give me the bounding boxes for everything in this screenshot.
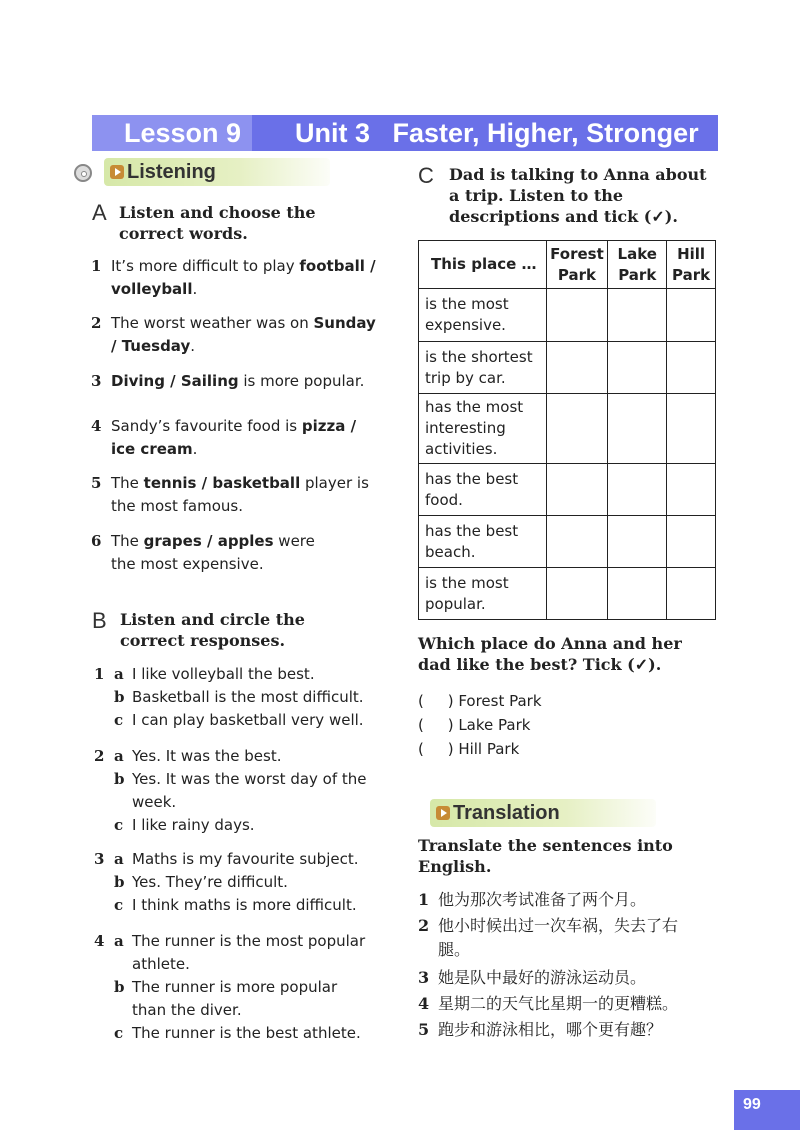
section-b-instruction: Listen and circle the correct responses. xyxy=(120,610,305,650)
translation-instruction: Translate the sentences into English. xyxy=(418,836,673,876)
tick-cell[interactable] xyxy=(608,394,667,464)
section-a-instruction: Listen and choose the correct words. xyxy=(119,203,316,243)
table-row: has the best beach. xyxy=(419,516,716,568)
tick-cell[interactable] xyxy=(546,289,608,342)
tick-cell[interactable] xyxy=(667,568,716,620)
play-icon xyxy=(110,165,124,179)
choice-hill-park[interactable]: ( ) Hill Park xyxy=(418,740,520,758)
tick-cell[interactable] xyxy=(667,394,716,464)
listening-title: Listening xyxy=(127,161,216,183)
tick-cell[interactable] xyxy=(667,289,716,342)
table-row: has the best food. xyxy=(419,464,716,516)
tick-cell[interactable] xyxy=(546,342,608,394)
tick-cell[interactable] xyxy=(667,342,716,394)
section-a-letter: A xyxy=(92,200,107,225)
tick-cell[interactable] xyxy=(608,516,667,568)
listening-heading xyxy=(104,158,330,186)
a-item: 3 Diving / Sailing is more popular. xyxy=(91,372,365,390)
translation-heading xyxy=(430,799,656,827)
table-header-cell: This place … xyxy=(419,241,547,289)
b-item: 1 a I like volleyball the best. b Basketball is the most difficult. c I can play basketball very well. xyxy=(94,665,364,729)
b-item: 2 a Yes. It was the best. b Yes. It was the worst day of the week. c I like rainy days. xyxy=(94,747,367,834)
play-icon xyxy=(436,806,450,820)
choice-forest-park[interactable]: ( ) Forest Park xyxy=(418,692,542,710)
a-item: 5 The tennis / basketball player is the most famous. xyxy=(91,474,369,515)
a-item: 4 Sandy’s favourite food is pizza / ice cream. xyxy=(91,417,357,458)
table-row: is the most expensive. xyxy=(419,289,716,342)
translation-item: 1 他为那次考试准备了两个月。 xyxy=(418,890,647,909)
cd-icon xyxy=(74,164,92,182)
tick-cell[interactable] xyxy=(546,394,608,464)
section-b-letter: B xyxy=(92,608,107,633)
b-item: 4 a The runner is the most popular athlete. b The runner is more popular than the diver. c The runner is the best athlete. xyxy=(94,932,366,1042)
section-c-letter: C xyxy=(418,163,434,188)
translation-item: 4 星期二的天气比星期一的更糟糕。 xyxy=(418,994,679,1013)
page-number: 99 xyxy=(734,1090,800,1130)
table-header-cell: Lake Park xyxy=(608,241,667,289)
section-c-instruction: Dad is talking to Anna about a trip. Listen to the descriptions and tick (✓). xyxy=(449,165,707,226)
a-item: 1 It’s more difficult to play football / volleyball. xyxy=(91,257,376,298)
tick-question: Which place do Anna and her dad like the best? Tick (✓). xyxy=(418,634,682,674)
unit-title: Unit 3 Faster, Higher, Stronger xyxy=(252,115,718,151)
tick-cell[interactable] xyxy=(546,464,608,516)
tick-cell[interactable] xyxy=(608,464,667,516)
tick-cell[interactable] xyxy=(546,516,608,568)
tick-cell[interactable] xyxy=(667,464,716,516)
table-row: is the shortest trip by car. xyxy=(419,342,716,394)
a-item: 6 The grapes / apples were the most expensive. xyxy=(91,532,315,573)
lesson-title: Lesson 9 xyxy=(92,115,252,151)
table-header-cell: Forest Park xyxy=(546,241,608,289)
b-item: 3 a Maths is my favourite subject. b Yes. They’re difficult. c I think maths is more difficult. xyxy=(94,850,359,914)
tick-cell[interactable] xyxy=(546,568,608,620)
table-row: has the most interesting activities. xyxy=(419,394,716,464)
tick-cell[interactable] xyxy=(667,516,716,568)
a-item: 2 The worst weather was on Sunday / Tuesday. xyxy=(91,314,376,355)
table-header-cell: Hill Park xyxy=(667,241,716,289)
tick-cell[interactable] xyxy=(608,342,667,394)
tick-cell[interactable] xyxy=(608,289,667,342)
table-row: is the most popular. xyxy=(419,568,716,620)
tick-cell[interactable] xyxy=(608,568,667,620)
translation-item: 5 跑步和游泳相比，哪个更有趣？ xyxy=(418,1020,663,1039)
places-table xyxy=(418,240,716,620)
translation-item: 2 他小时候出过一次车祸，失去了右腿。 xyxy=(418,916,679,959)
translation-item: 3 她是队中最好的游泳运动员。 xyxy=(418,968,647,987)
choice-lake-park[interactable]: ( ) Lake Park xyxy=(418,716,531,734)
translation-title: Translation xyxy=(453,802,560,824)
